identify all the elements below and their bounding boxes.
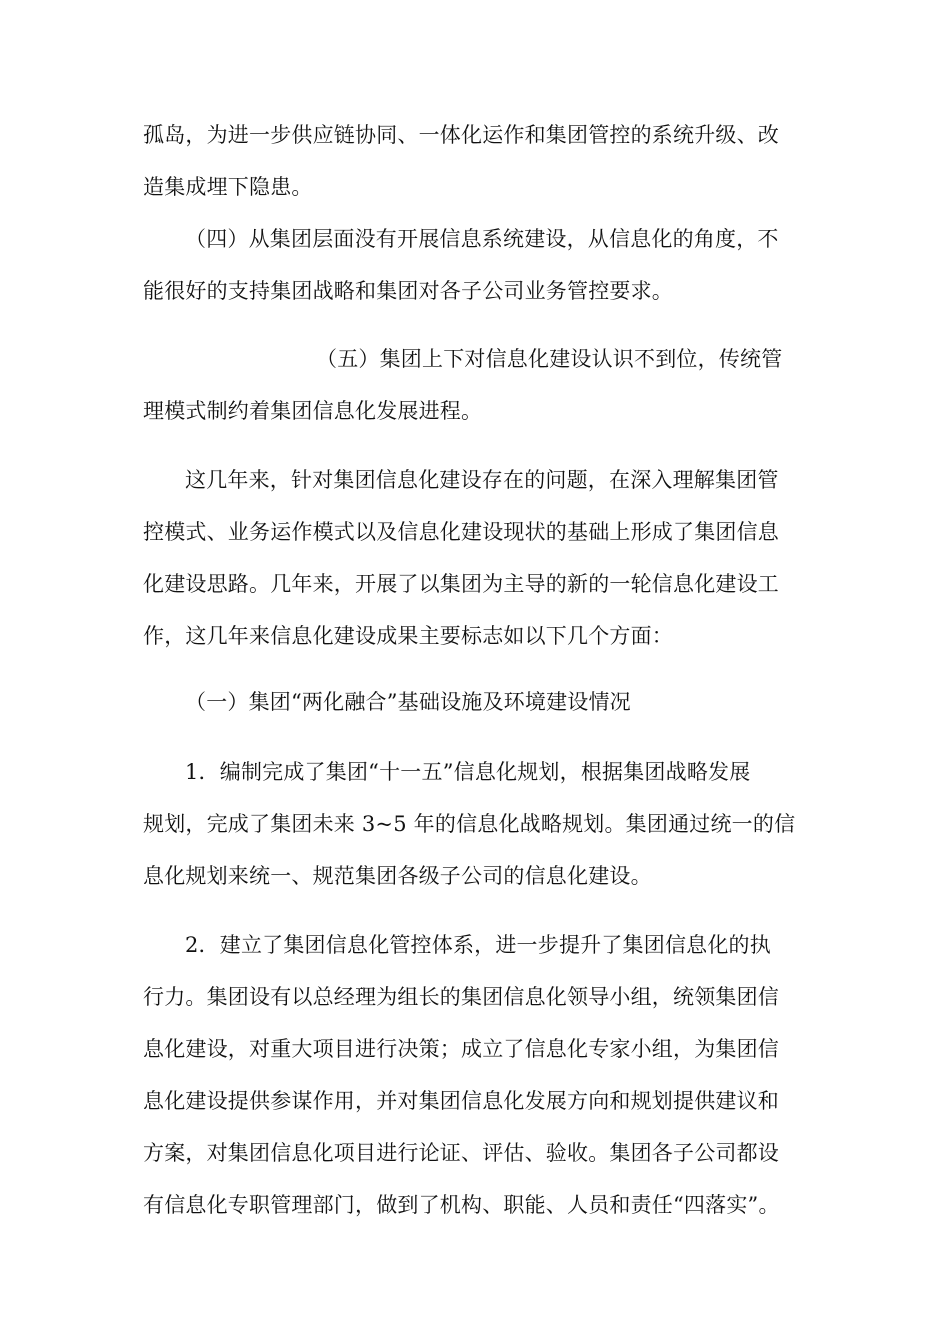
text-line: 1．编制完成了集团“十一五”信息化规划，根据集团战略发展 (185, 760, 751, 784)
text-line: 2．建立了集团信息化管控体系，进一步提升了集团信息化的执 (185, 933, 771, 957)
text-line: 孤岛，为进一步供应链协同、一体化运作和集团管控的系统升级、改 (143, 123, 779, 147)
text-line: 理模式制约着集团信息化发展进程。 (143, 399, 483, 423)
text-line: 规划，完成了集团未来 3~5 年的信息化战略规划。集团通过统一的信 (143, 812, 796, 836)
text-line: 行力。集团设有以总经理为组长的集团信息化领导小组，统领集团信 (143, 985, 779, 1009)
text-line: （四）从集团层面没有开展信息系统建设，从信息化的角度，不 (185, 227, 779, 251)
text-line: （五）集团上下对信息化建设认识不到位，传统管 (316, 347, 783, 371)
text-line: 控模式、业务运作模式以及信息化建设现状的基础上形成了集团信息 (143, 520, 779, 544)
text-line: 造集成埋下隐患。 (143, 175, 313, 199)
text-line: 能很好的支持集团战略和集团对各子公司业务管控要求。 (143, 279, 673, 303)
text-line: 有信息化专职管理部门，做到了机构、职能、人员和责任“四落实”。 (143, 1193, 780, 1217)
text-line: 息化规划来统一、规范集团各级子公司的信息化建设。 (143, 864, 652, 888)
text-line: 化建设思路。几年来，开展了以集团为主导的新的一轮信息化建设工 (143, 572, 779, 596)
text-line: 息化建设提供参谋作用，并对集团信息化发展方向和规划提供建议和 (143, 1089, 779, 1113)
text-line: 方案，对集团信息化项目进行论证、评估、验收。集团各子公司都设 (143, 1141, 779, 1165)
section-heading: （一）集团“两化融合”基础设施及环境建设情况 (185, 690, 631, 714)
text-line: 这几年来，针对集团信息化建设存在的问题，在深入理解集团管 (185, 468, 779, 492)
text-line: 作，这几年来信息化建设成果主要标志如以下几个方面： (143, 624, 673, 648)
text-line: 息化建设，对重大项目进行决策；成立了信息化专家小组，为集团信 (143, 1037, 779, 1061)
